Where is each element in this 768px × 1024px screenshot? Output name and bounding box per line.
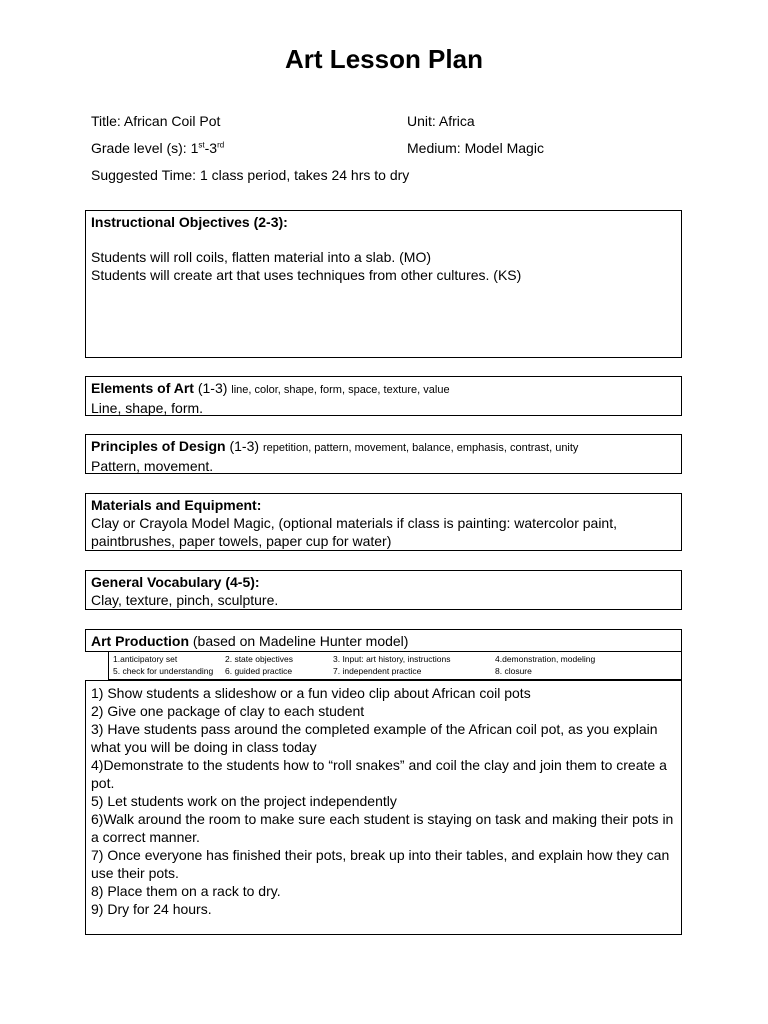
step-item: 4)Demonstrate to the students how to “roll snakes” and coil the clay and join them to create a pot. xyxy=(91,757,667,791)
grade-sup-start: st xyxy=(198,140,205,150)
phase-label: 5. check for understanding xyxy=(113,666,214,676)
grade-sup-end: rd xyxy=(217,140,225,150)
materials-box xyxy=(85,493,682,551)
elements-heading: Elements of Art xyxy=(91,380,194,396)
principles-heading: Principles of Design xyxy=(91,438,226,454)
production-heading: Art Production xyxy=(91,633,189,649)
objective-line: Students will create art that uses techniques from other cultures. (KS) xyxy=(91,267,522,283)
objective-line: Students will roll coils, flatten material into a slab. (MO) xyxy=(91,249,432,265)
elements-box xyxy=(85,376,682,416)
production-steps xyxy=(91,684,676,918)
elements-range: (1-3) xyxy=(193,380,232,396)
production-steps-box xyxy=(85,680,682,935)
grade-level xyxy=(91,140,224,156)
lesson-title: Title: African Coil Pot xyxy=(91,113,221,129)
objectives-heading: Instructional Objectives (2-3): xyxy=(91,214,288,230)
step-item: 8) Place them on a rack to dry. xyxy=(91,883,281,899)
phases-row xyxy=(113,665,677,677)
lesson-unit: Unit: Africa xyxy=(407,113,475,129)
grade-level-dash: -3 xyxy=(204,140,218,156)
step-item: 3) Have students pass around the completed example of the African coil pot, as you explain what you will be doing in class today xyxy=(91,721,658,755)
page-title: Art Lesson Plan xyxy=(285,44,483,74)
step-item: 5) Let students work on the project independently xyxy=(91,793,397,809)
phase-label: 3. Input: art history, instructions xyxy=(333,654,451,664)
step-item: 7) Once everyone has finished their pots, break up into their tables, and explain how they can use their pots. xyxy=(91,847,670,881)
elements-content: Line, shape, form. xyxy=(91,400,204,416)
vocabulary-box xyxy=(85,570,682,610)
objectives-box xyxy=(85,210,682,358)
grade-level-prefix: Grade level (s): 1 xyxy=(91,140,199,156)
phases-row xyxy=(113,653,677,665)
principles-range: (1-3) xyxy=(225,438,263,454)
phase-label: 2. state objectives xyxy=(225,654,294,664)
vocabulary-content: Clay, texture, pinch, sculpture. xyxy=(91,592,279,608)
step-item: 1) Show students a slideshow or a fun video clip about African coil pots xyxy=(91,685,531,701)
phase-label: 7. independent practice xyxy=(333,666,422,676)
suggested-time: Suggested Time: 1 class period, takes 24 hrs to dry xyxy=(91,167,410,183)
production-note: (based on Madeline Hunter model) xyxy=(189,633,409,649)
production-phases xyxy=(108,652,682,680)
step-item: 2) Give one package of clay to each student xyxy=(91,703,365,719)
production-header-box xyxy=(85,629,682,652)
vocabulary-heading: General Vocabulary (4-5): xyxy=(91,574,260,590)
phase-label: 4.demonstration, modeling xyxy=(495,654,596,664)
materials-heading: Materials and Equipment: xyxy=(91,497,262,513)
principles-content: Pattern, movement. xyxy=(91,458,214,474)
materials-content: Clay or Crayola Model Magic, (optional materials if class is painting: watercolor paint, paintbrushes, paper towels, paper cup for water) xyxy=(91,515,617,549)
phase-label: 6. guided practice xyxy=(225,666,293,676)
lesson-medium: Medium: Model Magic xyxy=(407,140,544,156)
principles-box xyxy=(85,434,682,474)
step-item: 9) Dry for 24 hours. xyxy=(91,901,212,917)
phase-label: 8. closure xyxy=(495,666,532,676)
elements-hint: line, color, shape, form, space, texture, value xyxy=(231,384,450,396)
principles-hint: repetition, pattern, movement, balance, emphasis, contrast, unity xyxy=(262,442,579,454)
phase-label: 1.anticipatory set xyxy=(113,654,178,664)
step-item: 6)Walk around the room to make sure each student is staying on task and making their pots in a correct manner. xyxy=(91,811,674,845)
